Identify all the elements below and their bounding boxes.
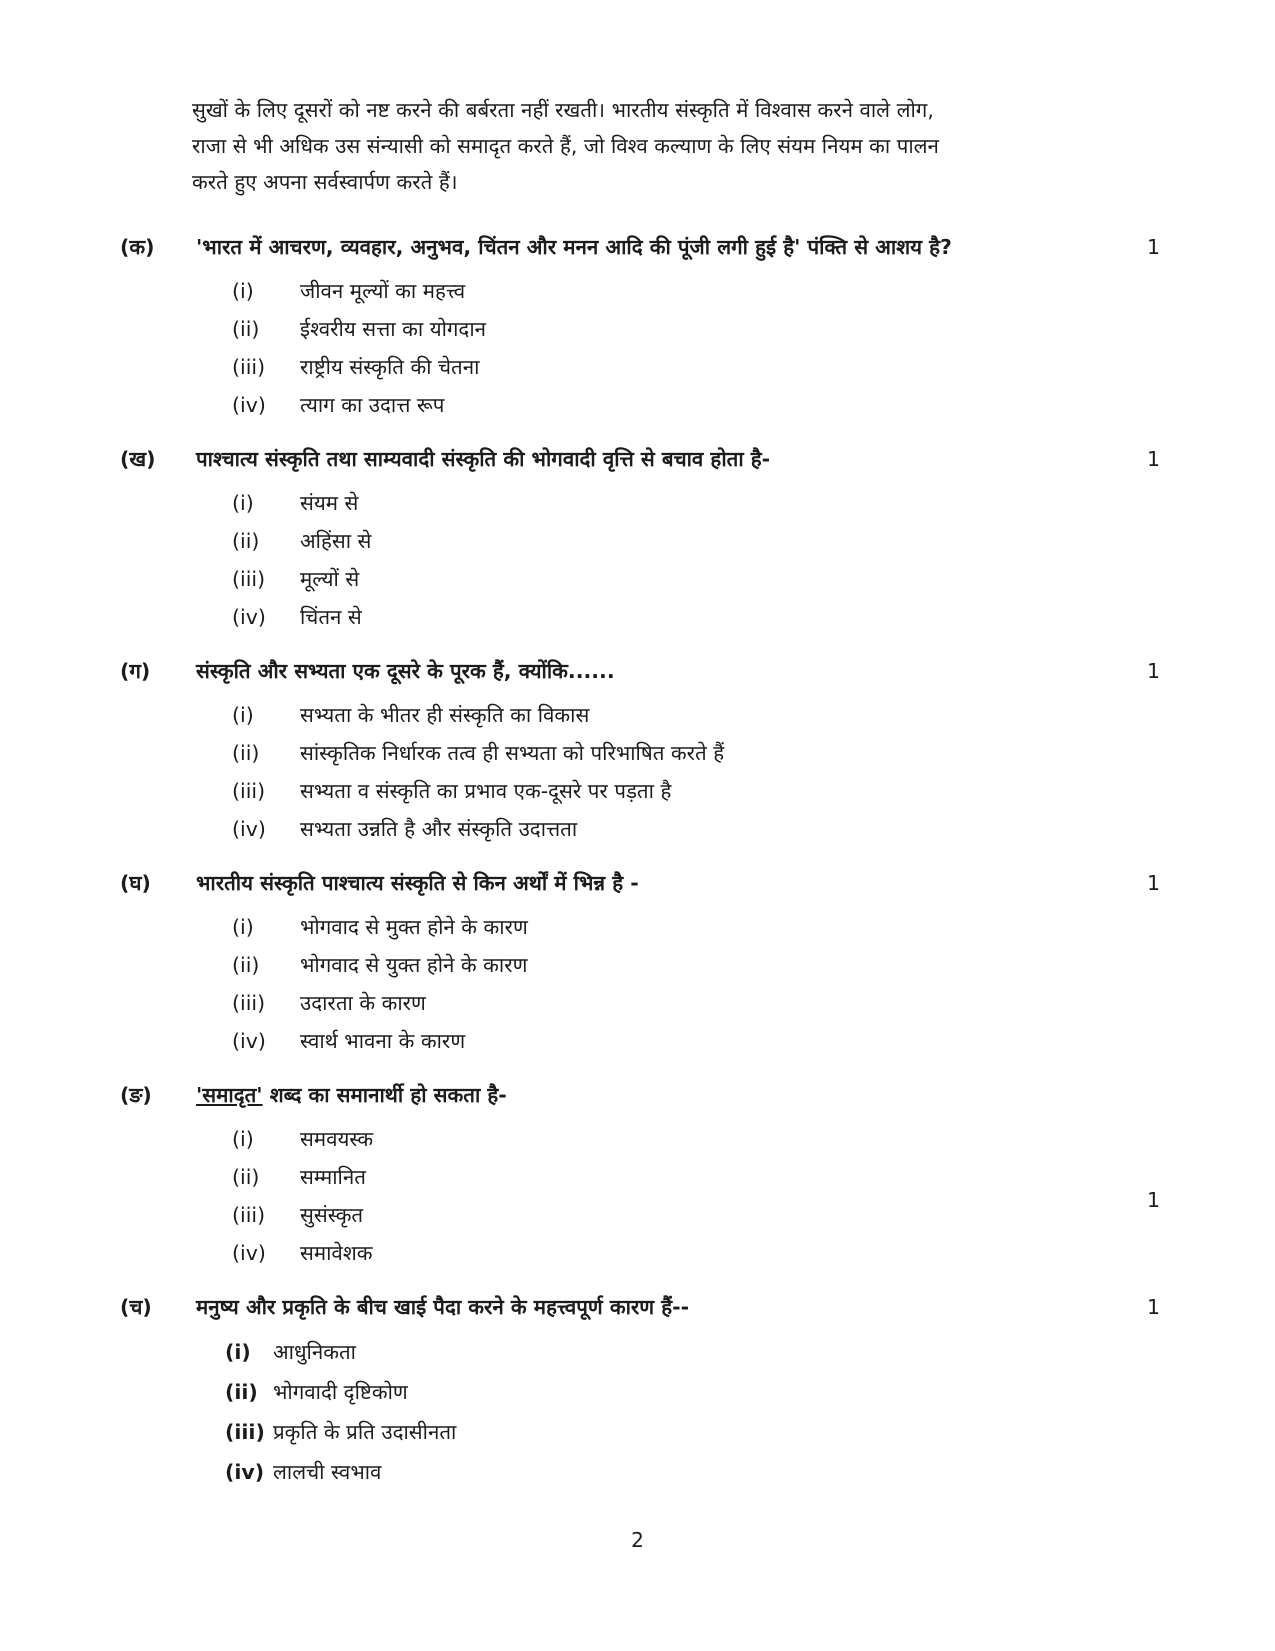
option-text: मूल्यों से (300, 567, 360, 591)
intro-paragraph (192, 92, 1160, 200)
question-block-gha (120, 866, 1160, 1060)
question-block-kha (120, 442, 1160, 636)
option-numeral: (iv) (232, 605, 266, 629)
option-row (232, 598, 1160, 636)
option-numeral: (iv) (232, 817, 266, 841)
marks-value: 1 (1146, 1295, 1160, 1319)
option-numeral: (ii) (232, 317, 260, 341)
option-numeral: (iii) (225, 1420, 265, 1444)
option-numeral: (iii) (232, 355, 266, 379)
question-row (120, 654, 1160, 688)
option-numeral: (i) (232, 703, 254, 727)
option-text: उदारता के कारण (300, 991, 426, 1015)
option-numeral: (iv) (232, 393, 266, 417)
option-text: समावेशक (300, 1241, 373, 1265)
option-text: चिंतन से (300, 605, 362, 629)
option-text: सभ्यता के भीतर ही संस्कृति का विकास (300, 703, 590, 727)
intro-line: राजा से भी अधिक उस संन्यासी को समादृत करते हैं, जो विश्व कल्याण के लिए संयम नियम का पालन (192, 134, 939, 158)
question-block-cha (120, 1290, 1160, 1492)
intro-line: सुखों के लिए दूसरों को नष्ट करने की बर्बरता नहीं रखती। भारतीय संस्कृति में विश्वास करने वाले लोग, (192, 98, 934, 122)
question-label: (ङ) (120, 1083, 152, 1107)
option-numeral: (iii) (232, 991, 266, 1015)
option-numeral: (ii) (232, 741, 260, 765)
option-text: स्वार्थ भावना के कारण (300, 1029, 466, 1053)
option-numeral: (ii) (232, 529, 260, 553)
marks-value: 1 (1146, 1188, 1160, 1212)
option-numeral: (ii) (232, 1165, 260, 1189)
option-numeral: (i) (232, 279, 254, 303)
option-text: सुसंस्कृत (300, 1203, 364, 1227)
option-numeral: (iii) (232, 567, 266, 591)
option-row (232, 1196, 1160, 1234)
option-numeral: (i) (225, 1340, 251, 1364)
page-content (120, 92, 1160, 1492)
option-numeral: (ii) (232, 953, 260, 977)
question-text (196, 1078, 1110, 1112)
option-row (232, 386, 1160, 424)
question-row (120, 230, 1160, 264)
option-text: अहिंसा से (300, 529, 372, 553)
option-numeral: (i) (232, 915, 254, 939)
question-row (120, 442, 1160, 476)
option-row (232, 484, 1160, 522)
option-row (232, 1022, 1160, 1060)
option-text: भोगवादी दृष्टिकोण (273, 1380, 408, 1404)
option-text: संयम से (300, 491, 359, 515)
option-text: जीवन मूल्यों का महत्त्व (300, 279, 466, 303)
question-label: (च) (120, 1295, 152, 1319)
question-block-nga (120, 1078, 1160, 1272)
option-numeral: (iv) (232, 1241, 266, 1265)
question-text-rest: शब्द का समानार्थी हो सकता है- (262, 1083, 507, 1107)
question-row (120, 1290, 1160, 1324)
option-row (232, 810, 1160, 848)
question-block-ga (120, 654, 1160, 848)
option-text: सभ्यता व संस्कृति का प्रभाव एक-दूसरे पर पड़ता है (300, 779, 672, 803)
option-row (232, 560, 1160, 598)
option-row (232, 522, 1160, 560)
option-numeral: (iv) (225, 1460, 265, 1484)
option-text: आधुनिकता (273, 1340, 356, 1364)
option-numeral: (i) (232, 1127, 254, 1151)
option-text: सभ्यता उन्नति है और संस्कृति उदात्तता (300, 817, 578, 841)
option-text: प्रकृति के प्रति उदासीनता (273, 1420, 457, 1444)
option-row (225, 1412, 1160, 1452)
option-text: राष्ट्रीय संस्कृति की चेतना (300, 355, 480, 379)
option-row (232, 696, 1160, 734)
option-row (232, 734, 1160, 772)
option-numeral: (i) (232, 491, 254, 515)
question-block-ka (120, 230, 1160, 424)
marks-value: 1 (1146, 447, 1160, 471)
option-text: ईश्वरीय सत्ता का योगदान (300, 317, 487, 341)
option-text: त्याग का उदात्त रूप (300, 393, 445, 417)
option-row (225, 1452, 1160, 1492)
intro-line: करते हुए अपना सर्वस्वार्पण करते हैं। (192, 170, 458, 194)
question-text: 'भारत में आचरण, व्यवहार, अनुभव, चिंतन और मनन आदि की पूंजी लगी हुई है' पंक्ति से आशय है? (196, 235, 952, 259)
marks-value: 1 (1146, 871, 1160, 895)
option-text: सांस्कृतिक निर्धारक तत्व ही सभ्यता को परिभाषित करते हैं (300, 741, 725, 765)
option-row (232, 946, 1160, 984)
option-text: समवयस्क (300, 1127, 374, 1151)
option-row (232, 1234, 1160, 1272)
option-row (232, 1120, 1160, 1158)
option-row (232, 984, 1160, 1022)
option-row (232, 772, 1160, 810)
option-row (225, 1372, 1160, 1412)
option-row (232, 1158, 1160, 1196)
option-row (232, 272, 1160, 310)
page-number: 2 (631, 1528, 644, 1552)
question-label: (ख) (120, 447, 156, 471)
question-text: मनुष्य और प्रकृति के बीच खाई पैदा करने के महत्त्वपूर्ण कारण हैं-- (196, 1295, 690, 1319)
option-row (225, 1332, 1160, 1372)
option-text: लालची स्वभाव (273, 1460, 382, 1484)
option-row (232, 908, 1160, 946)
option-row (232, 348, 1160, 386)
underlined-word: 'समादृत' (196, 1083, 263, 1107)
question-text: पाश्चात्य संस्कृति तथा साम्यवादी संस्कृति की भोगवादी वृत्ति से बचाव होता है- (196, 447, 771, 471)
question-label: (घ) (120, 871, 151, 895)
option-text: सम्मानित (300, 1165, 366, 1189)
question-row (120, 866, 1160, 900)
option-text: भोगवाद से मुक्त होने के कारण (300, 915, 528, 939)
marks-value: 1 (1146, 659, 1160, 683)
option-numeral: (iii) (232, 1203, 266, 1227)
option-numeral: (ii) (225, 1380, 258, 1404)
question-label: (ग) (120, 659, 151, 683)
question-text: संस्कृति और सभ्यता एक दूसरे के पूरक हैं, क्योंकि...... (196, 659, 615, 683)
marks-value: 1 (1146, 235, 1160, 259)
option-row (232, 310, 1160, 348)
question-text: भारतीय संस्कृति पाश्चात्य संस्कृति से किन अर्थों में भिन्न है - (196, 871, 639, 895)
option-numeral: (iv) (232, 1029, 266, 1053)
question-label: (क) (120, 235, 155, 259)
option-text: भोगवाद से युक्त होने के कारण (300, 953, 528, 977)
option-numeral: (iii) (232, 779, 266, 803)
